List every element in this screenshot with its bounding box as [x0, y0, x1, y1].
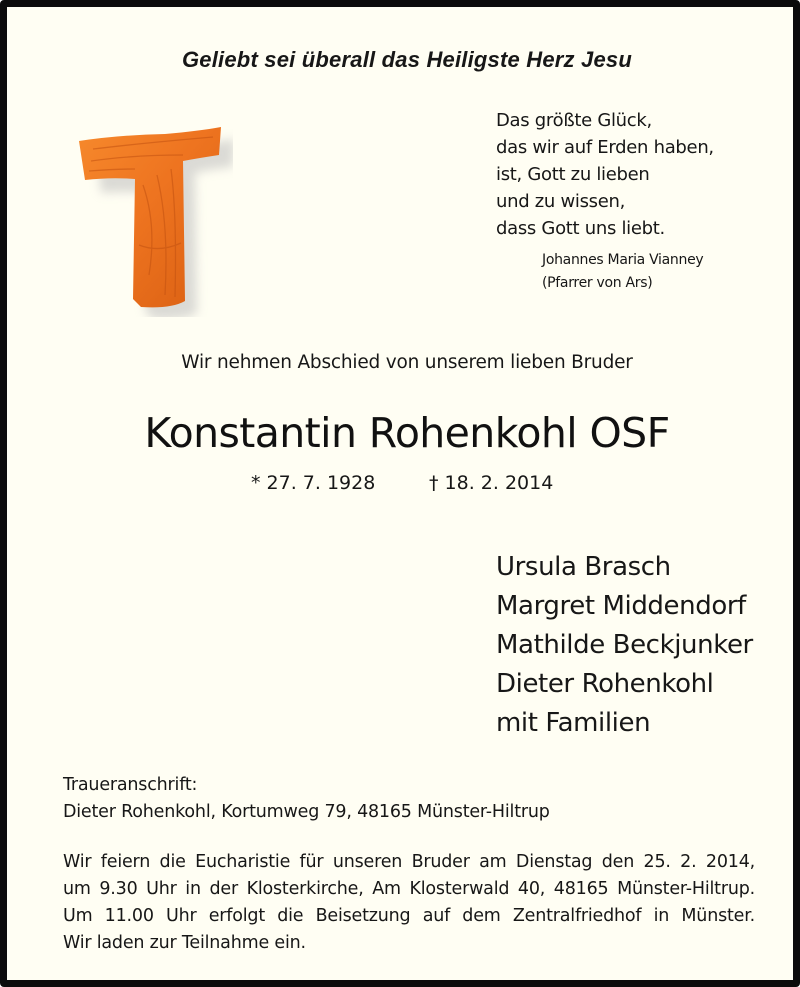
- death-date: † 18. 2. 2014: [429, 472, 554, 494]
- address-value: Dieter Rohenkohl, Kortumweg 79, 48165 Münster-Hiltrup: [63, 802, 550, 822]
- deceased-name: Konstantin Rohenkohl OSF: [144, 409, 670, 457]
- service-line: Um 11.00 Uhr erfolgt die Beisetzung auf dem Zentralfriedhof in Münster.: [63, 906, 755, 926]
- motto-heading: Geliebt sei überall das Heiligste Herz Jesu: [182, 47, 632, 72]
- quote-line: und zu wissen,: [496, 191, 626, 212]
- service-line: Wir feiern die Eucharistie für unseren Bruder am Dienstag den 25. 2. 2014,: [63, 852, 755, 872]
- service-line: Wir laden zur Teilnahme ein.: [63, 933, 306, 953]
- quote-line: dass Gott uns liebt.: [496, 218, 665, 239]
- quote-author: Johannes Maria Vianney: [542, 252, 704, 268]
- farewell-intro: Wir nehmen Abschied von unserem lieben Bruder: [181, 352, 633, 373]
- tau-cross-icon: [73, 125, 233, 317]
- mourner-name: Mathilde Beckjunker: [496, 630, 753, 660]
- mourner-name: Ursula Brasch: [496, 552, 671, 582]
- mourner-name: Margret Middendorf: [496, 591, 746, 621]
- quote-line: Das größte Glück,: [496, 110, 652, 131]
- quote-line: ist, Gott zu lieben: [496, 164, 650, 185]
- service-line: um 9.30 Uhr in der Klosterkirche, Am Klosterwald 40, 48165 Münster-Hiltrup.: [63, 879, 755, 899]
- mourner-name: Dieter Rohenkohl: [496, 669, 714, 699]
- birth-date: * 27. 7. 1928: [251, 472, 376, 494]
- mourner-name: mit Familien: [496, 708, 651, 738]
- quote-author-note: (Pfarrer von Ars): [542, 275, 653, 291]
- quote-line: das wir auf Erden haben,: [496, 137, 714, 158]
- address-label: Traueranschrift:: [63, 775, 198, 795]
